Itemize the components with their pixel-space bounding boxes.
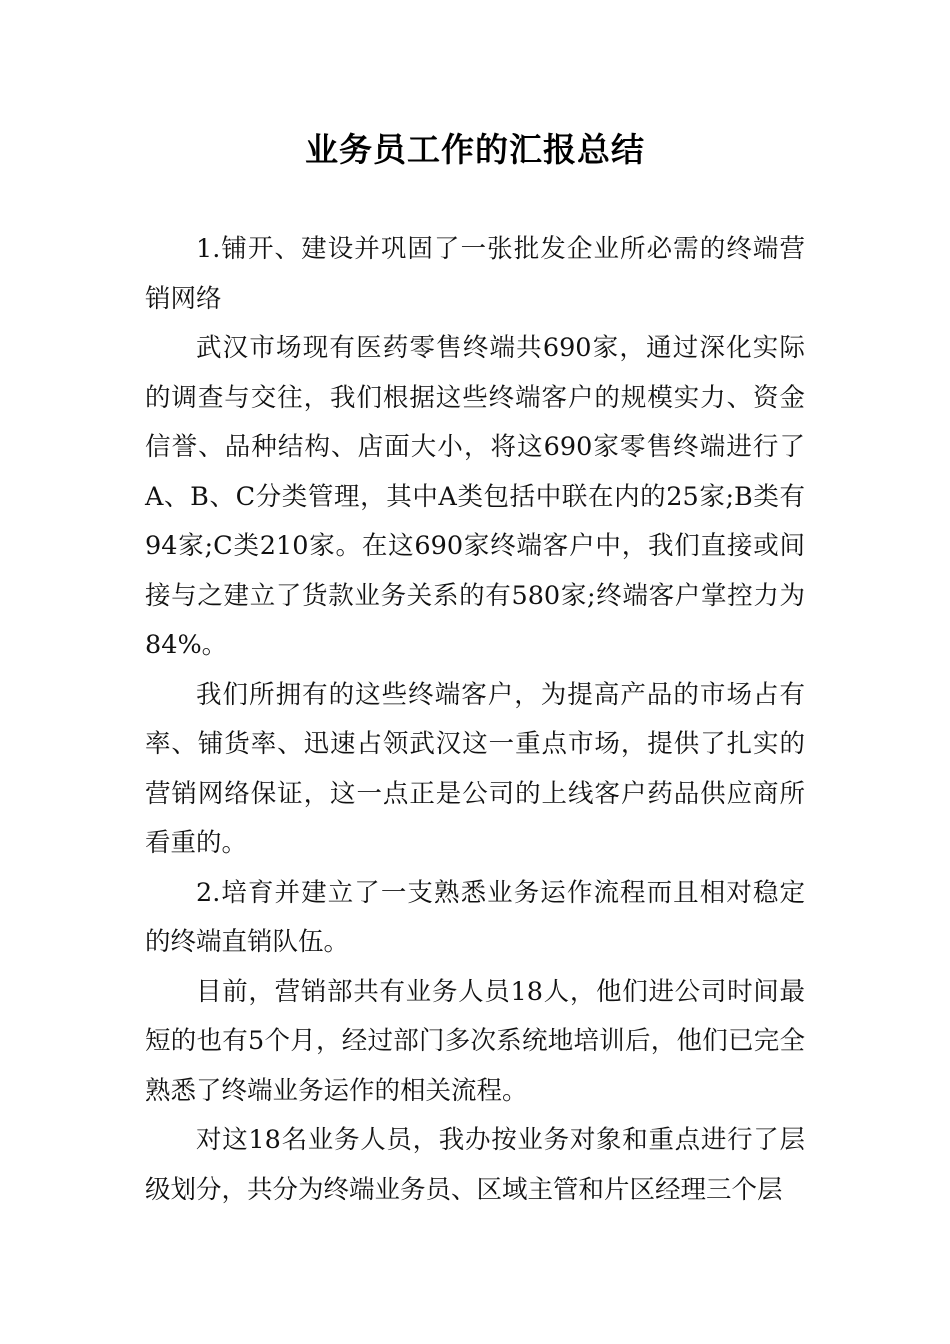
paragraph: 目前，营销部共有业务人员18人，他们进公司时间最短的也有5个月，经过部门多次系统地培训后，他们已完全熟悉了终端业务运作的相关流程。 (145, 976, 805, 1106)
document-body (145, 225, 805, 1215)
paragraph: 武汉市场现有医药零售终端共690家，通过深化实际的调查与交往，我们根据这些终端客户的规模实力、资金信誉、品种结构、店面大小，将这690家零售终端进行了A、B、C分类管理，其中A类包括中联在内的25家;B类有94家;C类210家。在这690家终端客户中，我们直接或间接与之建立了货款业务关系的有580家;终端客户掌控力为84%。 (145, 333, 805, 660)
paragraph: 对这18名业务人员，我办按业务对象和重点进行了层级划分，共分为终端业务员、区域主管和片区经理三个层 (145, 1125, 805, 1205)
document-title: 业务员工作的汇报总结 (305, 130, 645, 169)
paragraph: 我们所拥有的这些终端客户，为提高产品的市场占有率、铺货率、迅速占领武汉这一重点市场，提供了扎实的营销网络保证，这一点正是公司的上线客户药品供应商所看重的。 (145, 679, 805, 858)
paragraph-heading-1: 1.铺开、建设并巩固了一张批发企业所必需的终端营销网络 (145, 234, 805, 314)
paragraph-heading-2: 2.培育并建立了一支熟悉业务运作流程而且相对稳定的终端直销队伍。 (145, 877, 805, 957)
